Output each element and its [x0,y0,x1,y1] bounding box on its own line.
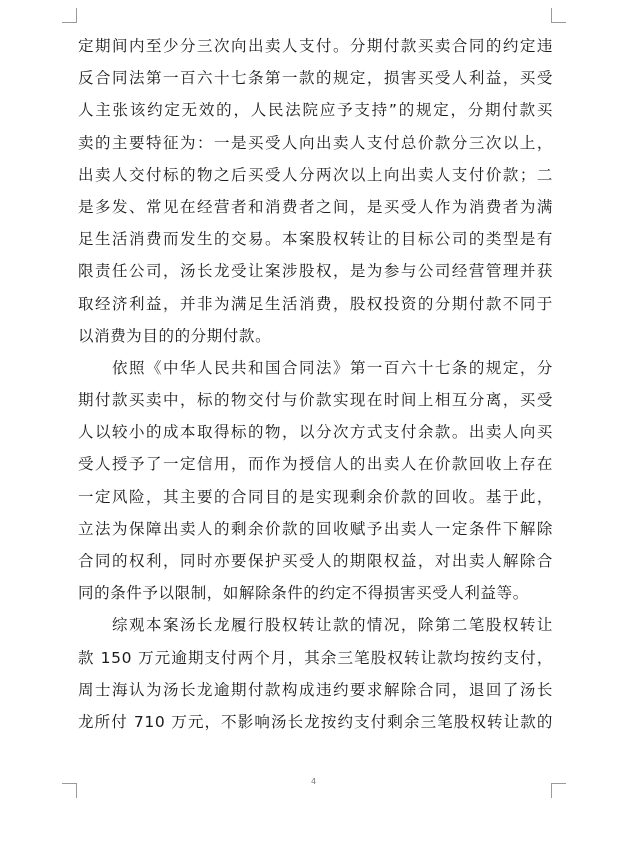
text-line: 一定风险，其主要的合同目的是实现剩余价款的回收。基于此， [78,487,553,506]
text-line: 期付款买卖中，标的物交付与价款实现在时间上相互分离，买受 [78,391,553,410]
text-line: 卖的主要特征为：一是买受人向出卖人支付总价款分三次以上， [78,133,553,152]
text-line: 同的条件予以限制，如解除条件的约定不得损害买受人利益等。 [78,584,529,603]
text-line: 出卖人交付标的物之后买受人分两次以上向出卖人支付价款；二 [78,165,553,184]
crop-mark-top-right [551,8,566,23]
text-line: 依照《中华人民共和国合同法》第一百六十七条的规定，分 [112,358,553,377]
document-body[interactable] [78,30,553,738]
text-line: 人以较小的成本取得标的物，以分次方式支付余款。出卖人向买 [78,423,553,442]
page-number: 4 [310,777,317,786]
text-line: 取经济利益，并非为满足生活消费，股权投资的分期付款不同于 [78,294,553,313]
text-line: 立法为保障出卖人的剩余价款的回收赋予出卖人一定条件下解除 [78,519,553,538]
text-line: 限责任公司，汤长龙受让案涉股权，是为参与公司经营管理并获 [78,262,553,281]
text-line: 龙所付 710 万元，不影响汤长龙按约支付剩余三笔股权转让款的 [78,712,553,731]
text-line: 款 150 万元逾期支付两个月，其余三笔股权转让款均按约支付， [78,648,553,667]
paragraph-3 [78,609,553,738]
text-line: 受人授予了一定信用，而作为授信人的出卖人在价款回收上存在 [78,455,553,474]
text-line: 足生活消费而发生的交易。本案股权转让的目标公司的类型是有 [78,230,553,249]
paragraph-1 [78,30,553,352]
text-line: 综观本案汤长龙履行股权转让款的情况，除第二笔股权转让 [112,616,553,635]
text-line: 以消费为目的的分期付款。 [78,326,272,345]
text-line: 人主张该约定无效的，人民法院应予支持”的规定，分期付款买 [78,101,553,120]
crop-mark-top-left [62,8,77,23]
text-line: 合同的权利，同时亦要保护买受人的期限权益，对出卖人解除合 [78,552,553,570]
text-line: 定期间内至少分三次向出卖人支付。分期付款买卖合同的约定违 [78,37,553,55]
paragraph-2 [78,352,553,610]
text-line: 是多发、常见在经营者和消费者之间，是买受人作为消费者为满 [78,197,553,216]
text-line: 周士海认为汤长龙逾期付款构成违约要求解除合同，退回了汤长 [78,680,553,699]
text-line: 反合同法第一百六十七条第一款的规定，损害买受人利益，买受 [78,69,553,88]
